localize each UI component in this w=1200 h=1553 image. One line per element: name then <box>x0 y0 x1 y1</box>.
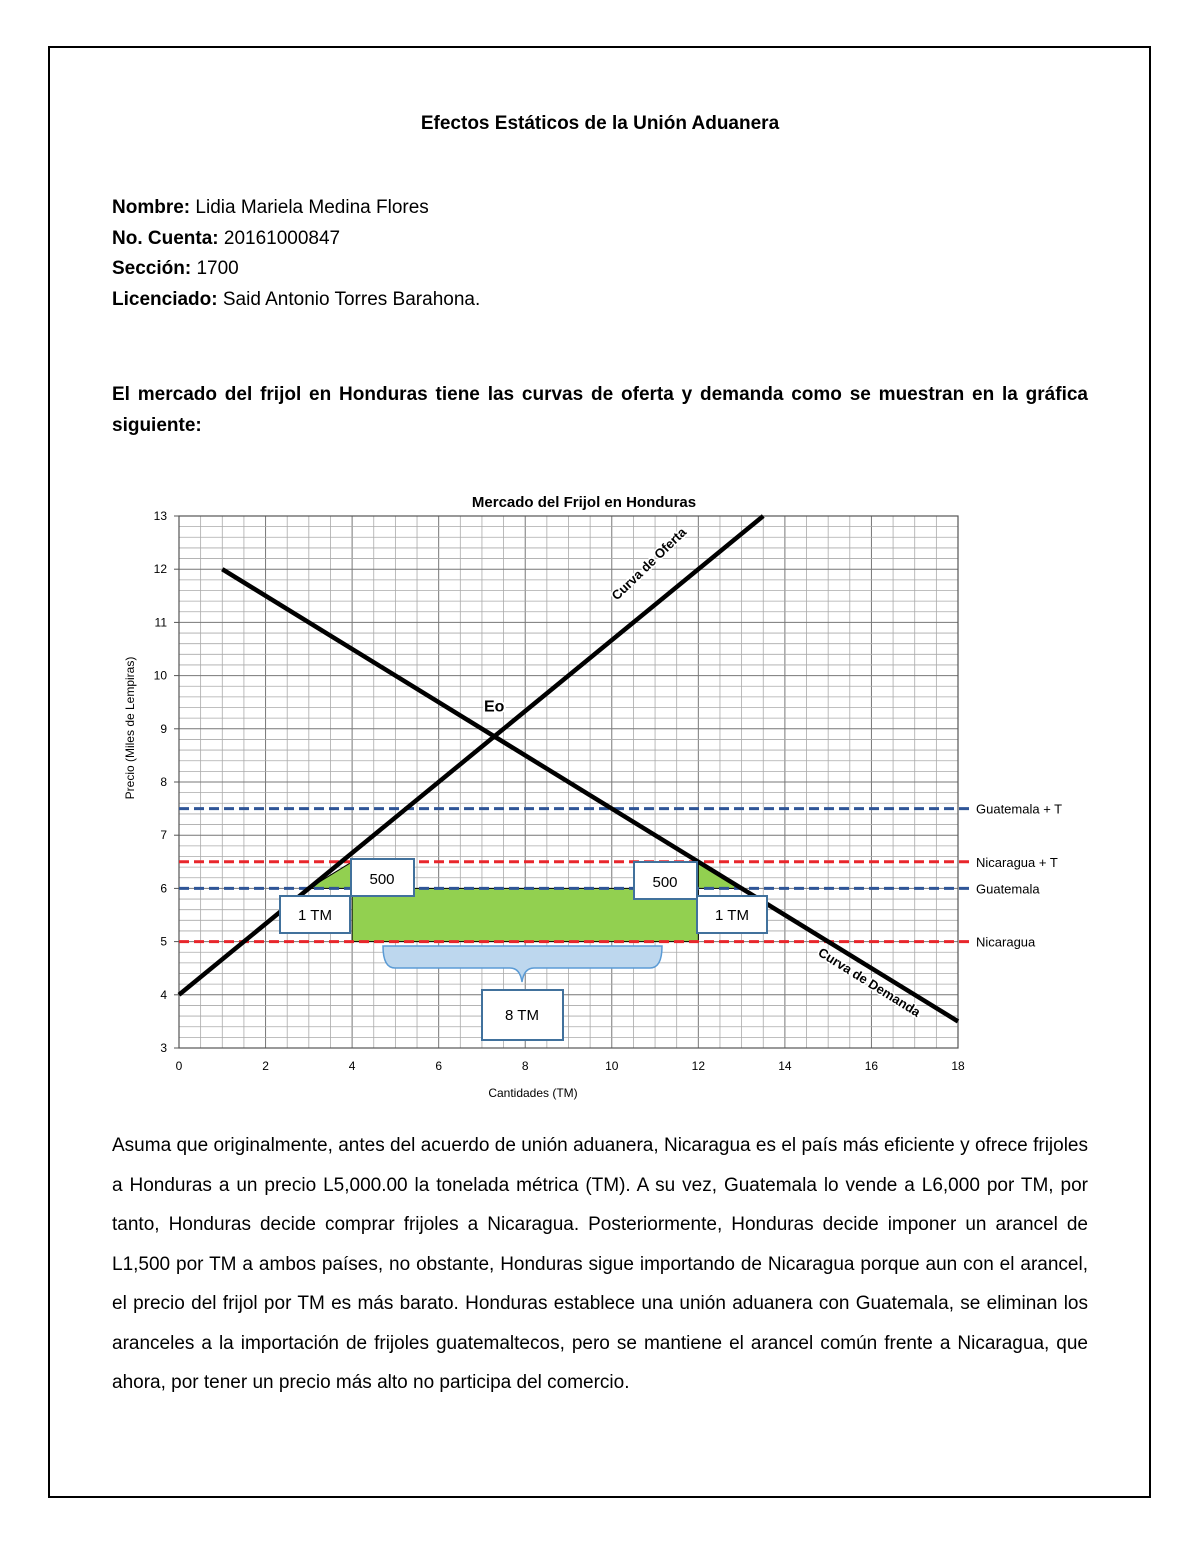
y-tick-label: 6 <box>160 881 167 896</box>
price-line-label: Nicaragua + T <box>976 854 1058 870</box>
y-tick-label: 11 <box>154 615 167 630</box>
price-line-label: Guatemala <box>976 881 1040 897</box>
y-axis-label: Precio (Miles de Lempiras) <box>123 656 137 800</box>
y-tick-label: 13 <box>153 509 167 523</box>
y-tick-label: 12 <box>153 562 167 577</box>
field-label: Sección: <box>112 258 192 279</box>
x-tick-label: 18 <box>951 1059 965 1073</box>
y-tick-label: 10 <box>153 668 167 683</box>
supply-curve-label: Curva de Oferta <box>608 524 690 604</box>
field-label: No. Cuenta: <box>112 227 219 249</box>
x-tick-label: 6 <box>435 1059 443 1073</box>
x-tick-label: 4 <box>348 1059 356 1073</box>
field-label: Nombre: <box>112 197 191 218</box>
x-tick-label: 12 <box>691 1059 706 1073</box>
price-line-label: Guatemala + T <box>976 801 1063 817</box>
box-1tm-left-text: 1 TM <box>298 907 332 924</box>
x-tick-label: 14 <box>778 1059 792 1073</box>
x-tick-label: 0 <box>175 1059 183 1073</box>
box-500-left-text: 500 <box>369 871 395 888</box>
price-line-label: Nicaragua <box>976 934 1036 950</box>
y-tick-label: 4 <box>160 987 167 1002</box>
field-value: Said Antonio Torres Barahona. <box>217 288 481 310</box>
y-tick-label: 3 <box>160 1041 167 1055</box>
x-tick-labels <box>176 1059 965 1073</box>
box-1tm-right-text: 1 TM <box>715 907 749 924</box>
y-tick-label: 7 <box>160 828 167 843</box>
y-tick-label: 8 <box>160 775 167 789</box>
body-paragraph: Asuma que originalmente, antes del acuerdo de unión aduanera, Nicaragua es el país más eficiente y ofrece frijoles a Honduras a un precio L5,000.00 la tonelada métrica (TM). A su vez, Guatemala lo vende a L6,000 por TM, por tanto, Honduras decide comprar frijoles a Nicaragua. Posteriormente, Honduras decide imponer un arancel de L1,500 por TM a ambos países, no obstante, Honduras sigue importando de Nicaragua porque aun con el arancel, el precio del frijol por TM es más barato. Honduras establece una unión aduanera con Guatemala, se eliminan los aranceles a la importación de frijoles guatemaltecos, pero se mantiene el arancel común frente a Nicaragua, que ahora, por tener un precio más alto no participa del comercio. <box>112 1135 1088 1393</box>
x-tick-label: 10 <box>605 1059 619 1073</box>
brace-8tm <box>383 946 662 982</box>
y-tick-labels <box>154 509 179 1055</box>
y-tick-label: 9 <box>160 721 167 736</box>
y-tick-label: 5 <box>160 934 167 949</box>
x-tick-label: 16 <box>864 1059 879 1073</box>
x-tick-label: 8 <box>521 1059 529 1073</box>
field-value: 20161000847 <box>218 227 341 249</box>
intro-text: El mercado del frijol en Honduras tiene las curvas de oferta y demanda como se muestran en la gráfica siguiente: <box>112 384 1088 436</box>
box-500-right-text: 500 <box>652 874 678 891</box>
document-title: Efectos Estáticos de la Unión Aduanera <box>420 113 780 134</box>
field-value: Lidia Mariela Medina Flores <box>190 197 429 218</box>
field-value: 1700 <box>191 258 239 279</box>
x-tick-label: 2 <box>262 1059 269 1073</box>
demand-curve-label: Curva de Demanda <box>815 944 924 1020</box>
equilibrium-label: Eo <box>483 698 505 716</box>
box-8tm-text: 8 TM <box>505 1007 539 1024</box>
field-label: Licenciado: <box>112 288 218 310</box>
chart-title: Mercado del Frijol en Honduras <box>471 494 697 511</box>
x-axis-label: Cantidades (TM) <box>488 1086 578 1100</box>
